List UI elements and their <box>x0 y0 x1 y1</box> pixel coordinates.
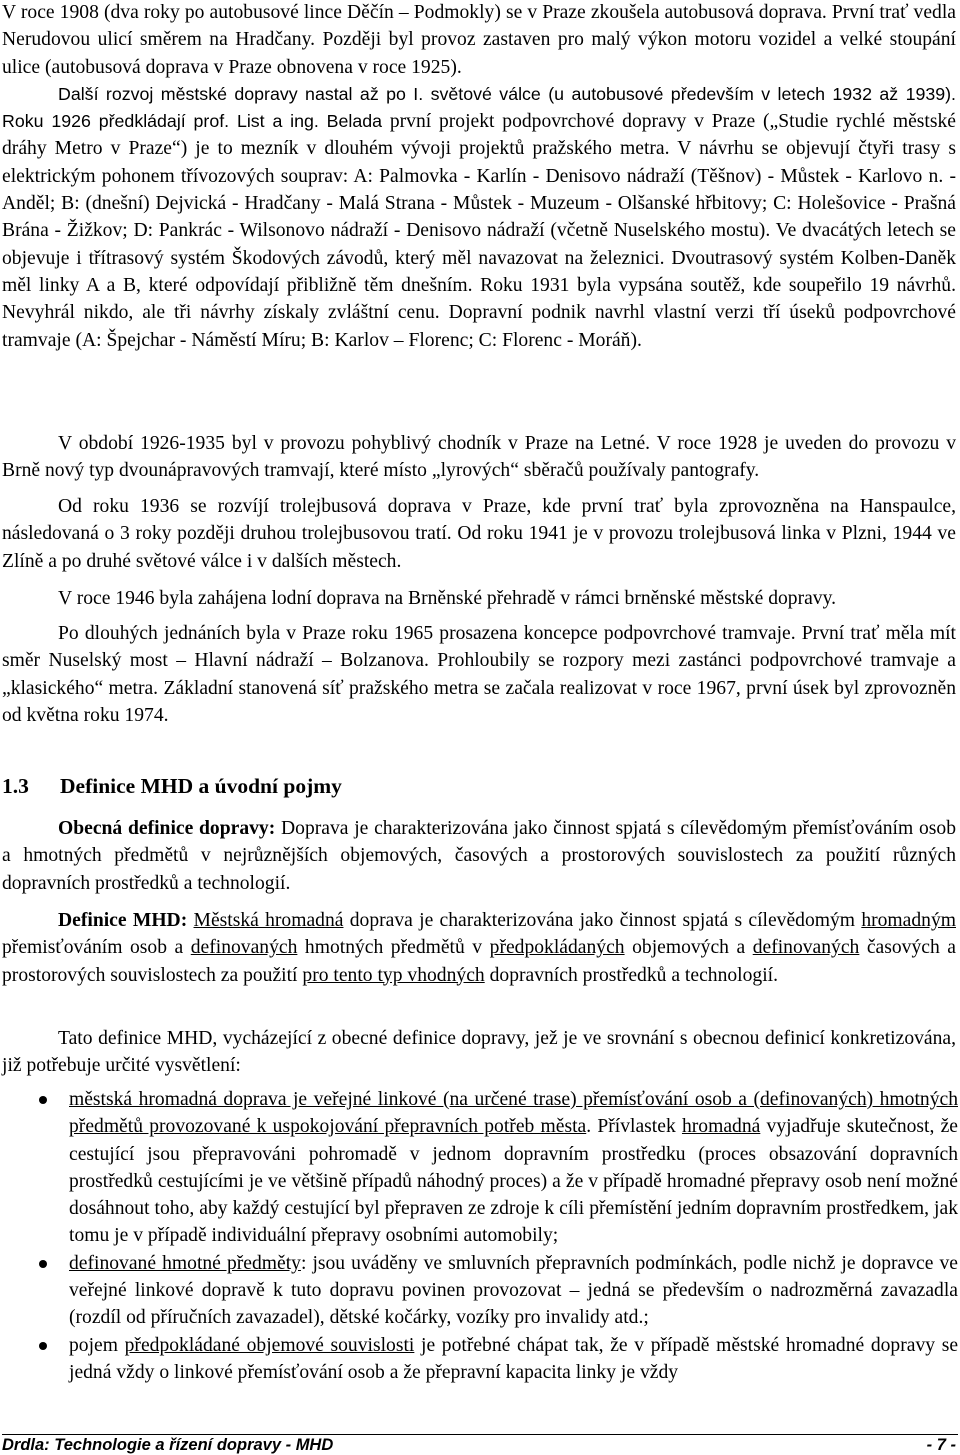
footer-title: Drdla: Technologie a řízení dopravy - MHD <box>2 1436 334 1454</box>
bullet-icon <box>39 1096 47 1104</box>
footer-divider <box>2 1434 958 1435</box>
list-item: pojem předpokládané objemové souvislosti je potřebné chápat tak, že v případě městské hromadné dopravy se jedná vždy o linkové přemísťování osob a že přepravní kapacita linky je vždy <box>0 1332 958 1387</box>
paragraph-text: první projekt podpovrchové dopravy v Praze („Studie rychlé městské dráhy Metro v Praze“) je to mezník v dlouhém vývoji projektů pražského metra. V návrhu se objevují čtyři trasy s elektrickým pohonem třívozových souprav: A: Palmovka - Karlín - Denisovo nádraží (Těšnov) - Můstek - Karlovo n. - Anděl; B: (dnešní) Dejvická - Hradčany - Malá Strana - Můstek - Muzeum - Olšanské hřbitovy; C: Holešovice - Prašná Brána - Žižkov; D: Pankrác - Wilsonovo nádraží - Denisovo nádraží (včetně Nuselského mostu). Ve dvacátých letech se objevuje i třítrasový systém Škodových závodů, který měl navazovat na železnici. Dvoutrasový systém Kolben-Daněk měl linky A a B, které odpovídají přibližně těm dnešním. Roku 1931 byla vypsána soutěž, kde soupeřilo 19 návrhů. Nevyhrál nikdo, ale tři návrhy získaly zvláštní cenu. Dopravní podnik navrhl vlastní verzi tří úseků podpovrchové tramvaje (A: Špejchar - Náměstí Míru; B: Karlov – Florenc; C: Florenc - Moráň). <box>2 111 956 351</box>
section-title: Definice MHD a úvodní pojmy <box>60 774 342 798</box>
paragraph-boat: V roce 1946 byla zahájena lodní doprava na Brněnské přehradě v rámci brněnské městské dopravy. <box>58 588 837 609</box>
paragraph-explanation-intro: Tato definice MHD, vycházející z obecné definice dopravy, jež je ve srovnání s obecnou definicí konkretizována, již potřebuje určité vysvětlení: <box>2 1028 956 1077</box>
paragraph-text-sans: Další rozvoj městské dopravy nastal až po I. světové válce (u autobusové především v letech 1932 až 1939). Roku 1926 předkládají prof. List a ing. Belada <box>2 83 956 132</box>
list-item: definované hmotné předměty: jsou uváděny ve smluvních přepravních podmínkách, podle nichž je dopravce ve veřejné linkové dopravě k tuto dopravu povinen provozovat – jedná se především o nadrozměrná zavazadla (rozdíl od příručních zavazadel), dětské kočárky, vozíky pro invalidy atd.; <box>0 1250 958 1332</box>
definition-mhd: Definice MHD: Městská hromadná doprava je charakterizována jako činnost spjatá s cílevědomým hromadným přemisťováním osob a definovaných hmotných předmětů v předpokládaných objemových a definovaných časových a prostorových souvislostech za použití pro tento typ vhodných dopravních prostředků a technologií. <box>2 910 956 986</box>
paragraph-history-1 <box>2 0 956 354</box>
definition-transport: Obecná definice dopravy: Doprava je charakterizována jako činnost spjatá s cílevědomým přemísťováním osob a hmotných předmětů v nejrůznějších objemových, časových a prostorových souvislostech za použití různých dopravních prostředků a technologií. <box>2 818 956 894</box>
page-number: - 7 - <box>926 1436 956 1454</box>
bullet-icon <box>39 1342 47 1350</box>
section-heading <box>2 772 956 800</box>
section-number: 1.3 <box>2 774 29 798</box>
explanation-list <box>0 1086 958 1386</box>
list-item: městská hromadná doprava je veřejné linkové (na určené trase) přemísťování osob a (definovaných) hmotných předmětů provozované k uspokojování přepravních potřeb města. Přívlastek hromadná vyjadřuje skutečnost, že cestující jsou přepravováni pohromadě v jednom dopravním prostředku (proces obsazování dopravních prostředků cestujícími je ve většině případů náhodný proces) a že v případě hromadné přepravy osob není možné dosáhnout toho, aby každý cestující byl přepraven ze zdroje k cíli přemístění jedním dopravním prostředkem, jak tomu je v případě individuální přepravy osobními automobily; <box>0 1086 958 1250</box>
bullet-icon <box>39 1260 47 1268</box>
definition-label: Obecná definice dopravy: <box>58 818 276 839</box>
paragraph-metro: Po dlouhých jednáních byla v Praze roku 1965 prosazena koncepce podpovrchové tramvaje. První trať měla mít směr Nuselský most – Hlavní nádraží – Bolzanova. Prohloubily se rozpory mezi zastánci podpovrchové tramvaje a „klasického“ metra. Základní stanovená síť pražského metra se začala realizovat v roce 1967, první úsek byl zprovozněn od května roku 1974. <box>2 623 956 726</box>
paragraph-text: V roce 1908 (dva roky po autobusové lince Děčín – Podmokly) se v Praze zkoušela autobusová doprava. První trať vedla Nerudovou ulicí směrem na Hradčany. Později byl provoz zastaven pro malý výkon motoru vozidel a velké stoupání ulice (autobusová doprava v Praze obnovena v roce 1925). <box>2 2 956 78</box>
paragraph-history-2: V období 1926-1935 byl v provozu pohyblivý chodník v Praze na Letné. V roce 1928 je uveden do provozu v Brně nový typ dvounápravových tramvají, které místo „lyrových“ sběračů používaly pantografy. <box>2 433 956 482</box>
definition-label: Definice MHD: <box>58 910 188 931</box>
paragraph-trolleybus: Od roku 1936 se rozvíjí trolejbusová doprava v Praze, kde první trať byla zprovozněna na Hanspaulce, následovaná o 3 roky později druhou trolejbusovou tratí. Od roku 1941 je v provozu trolejbusová linka v Plzni, 1944 ve Zlíně a po druhé světové válce i v dalších městech. <box>2 496 956 572</box>
